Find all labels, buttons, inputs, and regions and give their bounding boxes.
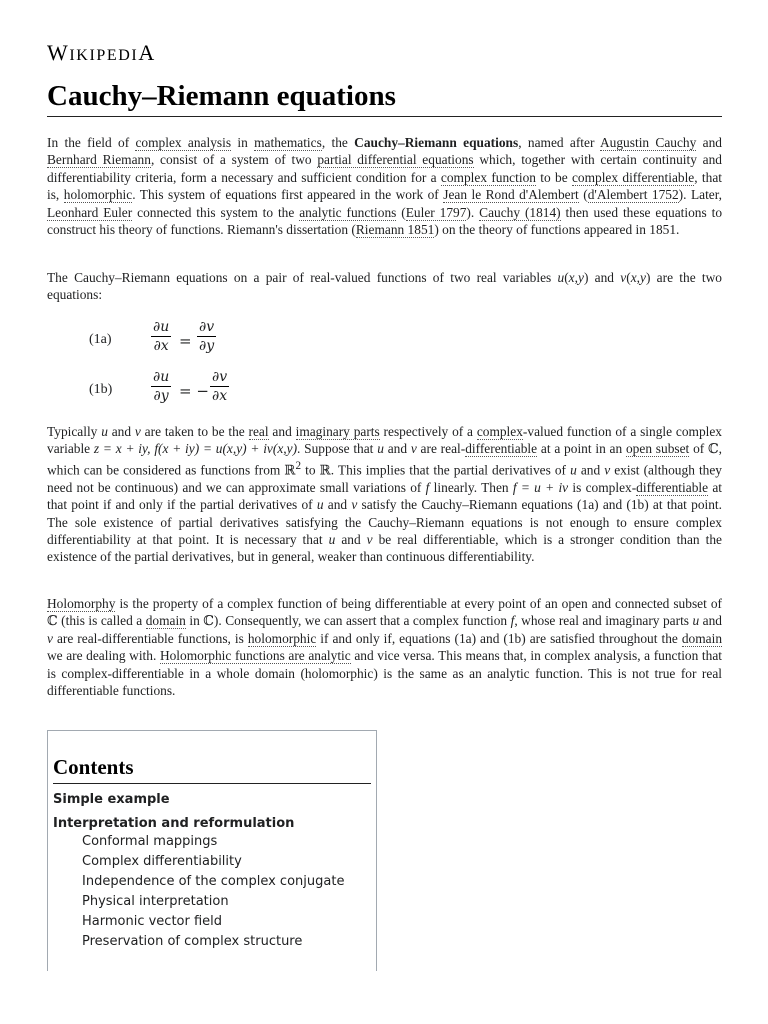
equation-1a — [89, 318, 289, 358]
intro-paragraph: In the field of complex analysis in mathematics, the Cauchy–Riemann equations, named after Augustin Cauchy and Bernhard Riemann, consist of a system of two partial differential equations which, together with certain continuity and differentiability criteria, form a necessary and sufficient condition for a complex function to be complex differentiable, that is, holomorphic. This system of equations first appeared in the work of Jean le Rond d'Alembert (d'Alembert 1752). Later, Leonhard Euler connected this system to the analytic functions (Euler 1797). Cauchy (1814) then used these equations to construct his theory of functions. Riemann's dissertation (Riemann 1851) on the theory of functions appeared in 1851. — [47, 135, 723, 238]
fraction-left: $\frac{\partial u}{\partial y}$ — [153, 369, 170, 404]
citation-dalembert-1752[interactable]: d'Alembert 1752 — [587, 187, 679, 203]
link-complex-differentiable[interactable]: complex differentiable — [571, 169, 695, 185]
toc-item-interpretation[interactable]: Interpretation and reformulation — [53, 816, 295, 831]
link-pde[interactable]: partial differential equations — [317, 152, 474, 168]
toc-item-complex-differentiability[interactable]: Complex differentiability — [82, 854, 242, 869]
link-leonhard-euler[interactable]: Leonhard Euler — [47, 204, 133, 220]
holomorphy-paragraph: Holomorphy is the property of a complex function of being differentiable at every point of an open and connected subset of ℂ (this is called a domain in ℂ). Consequently, we can assert that a complex function f, whose real and imaginary parts u and v are real-differentiable functions, is holomorphic if and only if, equations (1a) and (1b) are satisfied throughout the domain we are dealing with. Holomorphic functions are analytic and vice versa. This means that, in complex analysis, a function that is complex-differentiable in a whole domain (holomorphic) is the same as an analytic function. This is not true for real differentiable functions. — [47, 596, 723, 699]
link-open-subset[interactable]: open subset — [625, 441, 690, 457]
table-of-contents — [47, 730, 377, 971]
fraction-right: $\frac{\partial v}{\partial x}$ — [212, 369, 228, 404]
toc-item-independence-conjugate[interactable]: Independence of the complex conjugate — [82, 874, 345, 889]
equals-sign: = — [179, 332, 192, 350]
equations-intro-paragraph: The Cauchy–Riemann equations on a pair of real-valued functions of two real variables u(x,y) and v(x,y) are the two equations: — [47, 270, 722, 303]
fraction-right: $\frac{\partial v}{\partial y}$ — [199, 319, 215, 354]
link-holomorphic[interactable]: holomorphic — [63, 187, 133, 203]
bold-term: Cauchy–Riemann equations — [354, 135, 519, 150]
link-complex-function[interactable]: complex function — [440, 169, 536, 185]
citation-cauchy-1814[interactable]: Cauchy (1814) — [479, 204, 561, 220]
toc-title: Contents — [53, 755, 371, 784]
link-holomorphy[interactable]: Holomorphy — [47, 596, 116, 611]
link-domain[interactable]: domain — [145, 613, 186, 629]
link-differentiable-2[interactable]: differentiable — [636, 479, 709, 495]
link-bernhard-riemann[interactable]: Bernhard Riemann — [47, 152, 151, 168]
equation-label: (1a) — [89, 332, 112, 347]
link-holomorphic-2[interactable]: holomorphic — [247, 630, 317, 646]
equation-label: (1b) — [89, 382, 113, 397]
link-dalembert[interactable]: Jean le Rond d'Alembert — [443, 187, 579, 203]
toc-item-conformal-mappings[interactable]: Conformal mappings — [82, 834, 218, 849]
toc-item-physical-interpretation[interactable]: Physical interpretation — [82, 894, 229, 909]
equation-1b — [89, 368, 289, 408]
link-real[interactable]: real — [248, 424, 269, 439]
link-complex-analysis[interactable]: complex analysis — [135, 135, 232, 150]
link-analytic-functions[interactable]: analytic functions — [299, 204, 397, 220]
link-augustin-cauchy[interactable]: Augustin Cauchy — [600, 135, 697, 150]
link-mathematics[interactable]: mathematics — [254, 135, 322, 150]
link-domain-2[interactable]: domain — [681, 630, 723, 646]
link-imaginary-parts[interactable]: imaginary parts — [295, 424, 380, 439]
link-differentiable[interactable]: differentiable — [465, 441, 538, 457]
toc-item-simple-example[interactable]: Simple example — [53, 792, 170, 807]
link-holomorphic-functions-are-analytic[interactable]: Holomorphic functions are analytic — [159, 648, 351, 664]
fraction-left: $\frac{\partial u}{\partial x}$ — [153, 319, 170, 354]
toc-item-harmonic-vector-field[interactable]: Harmonic vector field — [82, 914, 223, 929]
citation-riemann-1851[interactable]: Riemann 1851 — [355, 222, 435, 238]
page-title: Cauchy–Riemann equations — [47, 78, 722, 117]
real-imag-paragraph: Typically u and v are taken to be the real and imaginary parts respectively of a complex-valued function of a single complex variable z = x + iy, f(x + iy) = u(x,y) + iv(x,y). Suppose that u and v are real-differentiable at a point in an open subset of ℂ, which can be considered as functions from ℝ$^2$ to ℝ. This implies that the partial derivatives of u and v exist (although they need not be continuous) and we can approximate small variations of f linearly. Then f = u + iv is complex-differentiable at that point if and only if the partial derivatives of u and v satisfy the Cauchy–Riemann equations (1a) and (1b) at that point. The sole existence of partial derivatives satisfying the Cauchy–Riemann equations is not enough to ensure complex differentiability at that point. It is necessary that u and v be real differentiable, which is a stronger condition than the existence of the partial derivatives, but in general, weaker than continuous differentiability. — [47, 424, 723, 565]
citation-euler-1797[interactable]: Euler 1797 — [405, 204, 467, 220]
wikipedia-logo[interactable]: WIKIPEDIA — [47, 40, 156, 65]
link-complex[interactable]: complex — [476, 424, 523, 439]
equals-minus-sign: = − — [179, 382, 209, 400]
toc-item-preservation-complex-structure[interactable]: Preservation of complex structure — [82, 934, 303, 949]
